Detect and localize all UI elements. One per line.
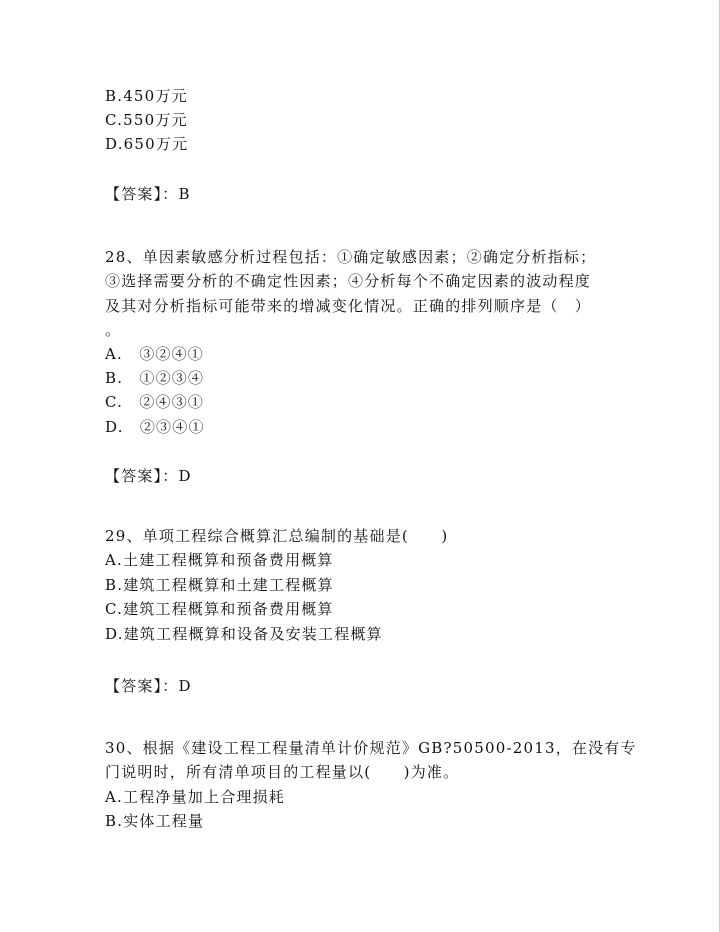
question-28-line-1: 28、单因素敏感分析过程包括：①确定敏感因素；②确定分析指标； <box>105 248 597 266</box>
q30-option-b: B.实体工程量 <box>105 812 205 830</box>
q28-option-a: A. ③②④① <box>105 345 205 363</box>
question-28-line-2: ③选择需要分析的不确定性因素；④分析每个不确定因素的波动程度 <box>105 272 592 290</box>
q29-option-d: D.建筑工程概算和设备及安装工程概算 <box>105 625 383 643</box>
q28-option-b: B. ①②③④ <box>105 369 205 387</box>
option-b-text: B.450万元 <box>105 87 188 105</box>
q29-option-c: C.建筑工程概算和预备费用概算 <box>105 600 334 618</box>
q29-option-b: B.建筑工程概算和土建工程概算 <box>105 576 334 594</box>
q29-answer: 【答案】：D <box>105 677 192 695</box>
q28-answer: 【答案】：D <box>105 467 192 485</box>
question-30-line-2: 门说明时，所有清单项目的工程量以( )为准。 <box>105 763 460 781</box>
question-29: 29、单项工程综合概算汇总编制的基础是( ) <box>105 527 449 545</box>
option-c-text: C.550万元 <box>105 111 188 129</box>
question-30-line-1: 30、根据《建设工程工程量清单计价规范》GB?50500-2013，在没有专 <box>105 739 637 757</box>
answer-label: 【答案】：B <box>105 185 191 203</box>
q28-option-d: D. ②③④① <box>105 418 205 436</box>
question-28-line-4: 。 <box>105 321 122 339</box>
option-d-text: D.650万元 <box>105 135 189 153</box>
q30-option-a: A.工程净量加上合理损耗 <box>105 788 286 806</box>
q29-option-a: A.土建工程概算和预备费用概算 <box>105 551 334 569</box>
question-28-line-3: 及其对分析指标可能带来的增减变化情况。正确的排列顺序是（ ） <box>105 297 592 315</box>
q28-option-c: C. ②④③① <box>105 393 205 411</box>
